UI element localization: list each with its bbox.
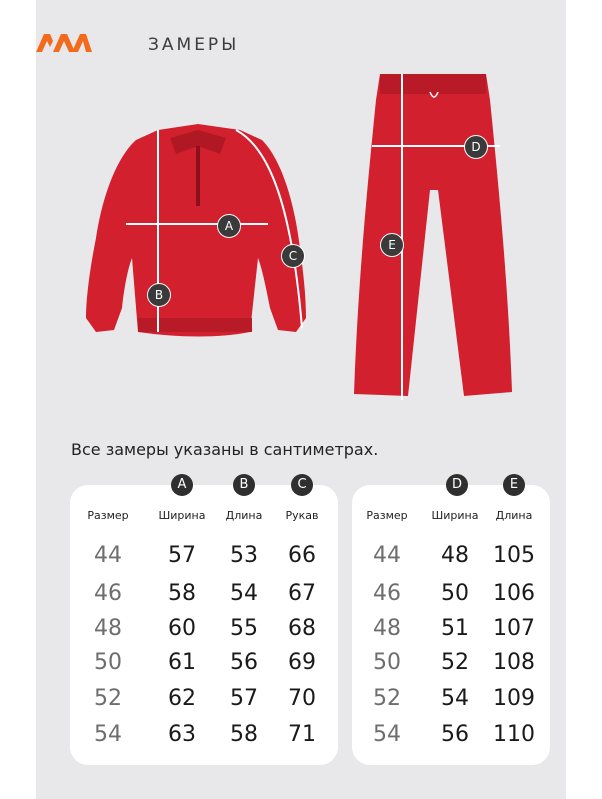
column-header-sleeve: Рукав [285, 509, 319, 522]
column-badge-a: A [171, 474, 193, 496]
column-header-length: Длина [225, 509, 263, 522]
column-badge-e: E [503, 474, 525, 496]
marker-a: A [217, 214, 241, 238]
sweatshirt-illustration [80, 118, 320, 348]
units-note: Все замеры указаны в сантиметрах. [71, 440, 379, 459]
column-header-width: Ширина [431, 509, 479, 522]
marker-b: B [147, 283, 171, 307]
column-badge-c: C [291, 474, 313, 496]
column-badge-d: D [446, 474, 468, 496]
column-header-length: Длина [495, 509, 533, 522]
column-badge-b: B [233, 474, 255, 496]
pants-illustration [352, 70, 522, 410]
column-header-size: Размер [366, 509, 408, 522]
marker-d: D [464, 135, 488, 159]
marker-e: E [380, 233, 404, 257]
column-header-size: Размер [87, 509, 129, 522]
page-title: ЗАМЕРЫ [148, 35, 240, 55]
column-header-width: Ширина [158, 509, 206, 522]
pants-body [354, 74, 512, 396]
brand-logo-icon [36, 34, 92, 52]
marker-c: C [281, 244, 305, 268]
